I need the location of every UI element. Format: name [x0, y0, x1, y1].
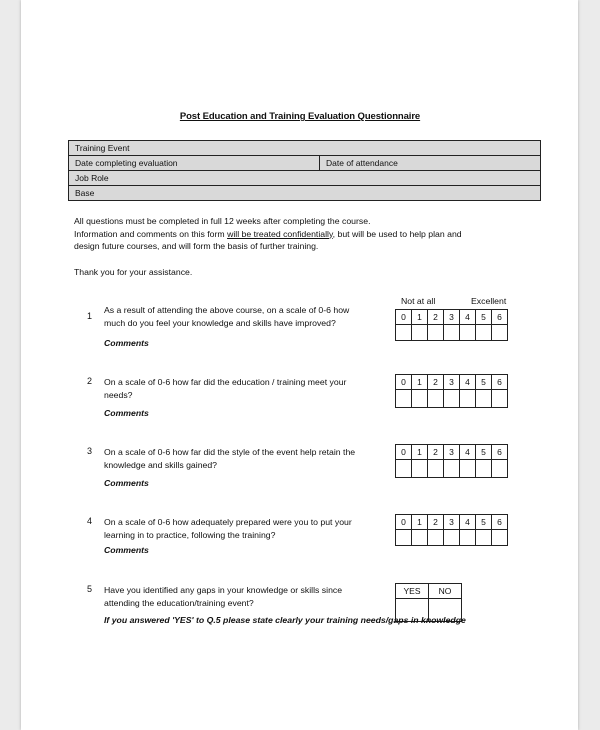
rating-scale-q4[interactable] [395, 514, 508, 546]
scale-value: 0 [396, 375, 412, 390]
answer-cell[interactable] [412, 390, 428, 408]
scale-value: 0 [396, 310, 412, 325]
answer-cell[interactable] [396, 530, 412, 546]
question-number: 4 [87, 516, 93, 526]
scale-label-low: Not at all [401, 296, 436, 306]
answer-cell[interactable] [476, 460, 492, 478]
question-text-line: knowledge and skills gained? [104, 459, 218, 470]
scale-answer-row[interactable] [396, 390, 508, 408]
scale-value: 4 [460, 445, 476, 460]
scale-value: 2 [428, 445, 444, 460]
instructions-line-2-end: , but will be used to help plan and [332, 228, 462, 239]
thanks-text: Thank you for your assistance. [74, 267, 193, 277]
answer-cell[interactable] [412, 325, 428, 341]
scale-value: 2 [428, 515, 444, 530]
scale-value: 2 [428, 310, 444, 325]
answer-cell[interactable] [460, 390, 476, 408]
scale-value: 5 [476, 515, 492, 530]
instructions-line-1: All questions must be completed in full 12 weeks after completing the course. [74, 216, 371, 226]
scale-value: 3 [444, 310, 460, 325]
answer-cell[interactable] [460, 460, 476, 478]
scale-answer-row[interactable] [396, 460, 508, 478]
instructions-line-3: design future courses, and will form the basis of further training. [74, 241, 319, 251]
question-text [104, 516, 389, 541]
scale-value: 4 [460, 515, 476, 530]
date-completing-field[interactable]: Date completing evaluation [69, 156, 320, 171]
question-text-line: needs? [104, 389, 133, 400]
question-text [104, 446, 389, 471]
answer-cell[interactable] [396, 460, 412, 478]
confidential-text: will be treated confidentially [227, 228, 333, 239]
question-text-line: As a result of attending the above course, on a scale of 0-6 how [104, 305, 350, 315]
answer-cell[interactable] [428, 390, 444, 408]
instructions-line-2-start: Information and comments on this form [74, 228, 228, 239]
scale-value: 2 [428, 375, 444, 390]
answer-cell[interactable] [492, 390, 508, 408]
scale-values-row [396, 310, 508, 325]
comments-label: Comments [104, 478, 149, 488]
scale-value: 1 [412, 445, 428, 460]
scale-value: 5 [476, 310, 492, 325]
answer-cell[interactable] [476, 325, 492, 341]
scale-value: 3 [444, 375, 460, 390]
scale-value: 4 [460, 375, 476, 390]
answer-cell[interactable] [428, 460, 444, 478]
answer-cell[interactable] [396, 390, 412, 408]
scale-value: 6 [492, 445, 508, 460]
scale-values-row [396, 375, 508, 390]
scale-value: 6 [492, 515, 508, 530]
answer-cell[interactable] [412, 530, 428, 546]
answer-cell[interactable] [412, 460, 428, 478]
answer-cell[interactable] [428, 530, 444, 546]
scale-value: 1 [412, 515, 428, 530]
scale-values-row [396, 515, 508, 530]
instructions-line-2 [74, 228, 544, 241]
question-text [104, 376, 389, 401]
comments-label: Comments [104, 338, 149, 348]
answer-cell[interactable] [444, 325, 460, 341]
scale-answer-row[interactable] [396, 530, 508, 546]
comments-label: Comments [104, 408, 149, 418]
answer-cell[interactable] [492, 530, 508, 546]
answer-cell[interactable] [444, 530, 460, 546]
question-number: 1 [87, 311, 93, 321]
answer-cell[interactable] [444, 390, 460, 408]
answer-cell[interactable] [460, 325, 476, 341]
answer-cell[interactable] [428, 325, 444, 341]
document-title: Post Education and Training Evaluation Questionnaire [179, 111, 421, 122]
answer-cell[interactable] [476, 530, 492, 546]
question-text-line: learning in to practice, following the training? [104, 529, 276, 540]
answer-cell[interactable] [444, 460, 460, 478]
rating-scale-q1[interactable] [395, 309, 508, 341]
answer-cell[interactable] [492, 460, 508, 478]
rating-scale-q3[interactable] [395, 444, 508, 478]
question-text-line: On a scale of 0-6 how far did the education / training meet your [104, 377, 347, 387]
question-text [104, 584, 389, 609]
scale-value: 0 [396, 445, 412, 460]
instructions [74, 215, 544, 253]
no-label: NO [429, 584, 462, 599]
scale-value: 1 [412, 310, 428, 325]
scale-answer-row[interactable] [396, 325, 508, 341]
yes-label: YES [396, 584, 429, 599]
question-text-line: On a scale of 0-6 how adequately prepared were you to put your [104, 517, 352, 527]
scale-value: 3 [444, 445, 460, 460]
yes-no-header-row [396, 584, 462, 599]
scale-value: 5 [476, 445, 492, 460]
answer-cell[interactable] [476, 390, 492, 408]
rating-scale-q2[interactable] [395, 374, 508, 408]
scale-value: 6 [492, 375, 508, 390]
question-text-line: Have you identified any gaps in your knowledge or skills since [104, 585, 343, 595]
question-text-line: much do you feel your knowledge and skills have improved? [104, 317, 336, 328]
question-number: 5 [87, 584, 93, 594]
question-number: 2 [87, 376, 93, 386]
training-event-field[interactable]: Training Event [69, 141, 541, 156]
answer-cell[interactable] [396, 325, 412, 341]
scale-value: 6 [492, 310, 508, 325]
answer-cell[interactable] [460, 530, 476, 546]
scale-value: 4 [460, 310, 476, 325]
header-info-table [68, 140, 541, 201]
question-text [104, 304, 389, 329]
job-role-field[interactable]: Job Role [69, 171, 541, 186]
date-attendance-field[interactable]: Date of attendance [320, 156, 541, 171]
question-text-line: On a scale of 0-6 how far did the style of the event help retain the [104, 447, 356, 457]
scale-value: 3 [444, 515, 460, 530]
scale-value: 1 [412, 375, 428, 390]
base-field[interactable]: Base [69, 186, 541, 201]
scale-label-high: Excellent [471, 296, 507, 306]
q5-followup-instruction: If you answered 'YES' to Q.5 please state clearly your training needs/gaps in knowledge [104, 615, 466, 625]
answer-cell[interactable] [492, 325, 508, 341]
comments-label: Comments [104, 545, 149, 555]
scale-values-row [396, 445, 508, 460]
scale-value: 0 [396, 515, 412, 530]
scale-value: 5 [476, 375, 492, 390]
question-number: 3 [87, 446, 93, 456]
question-text-line: attending the education/training event? [104, 597, 254, 608]
